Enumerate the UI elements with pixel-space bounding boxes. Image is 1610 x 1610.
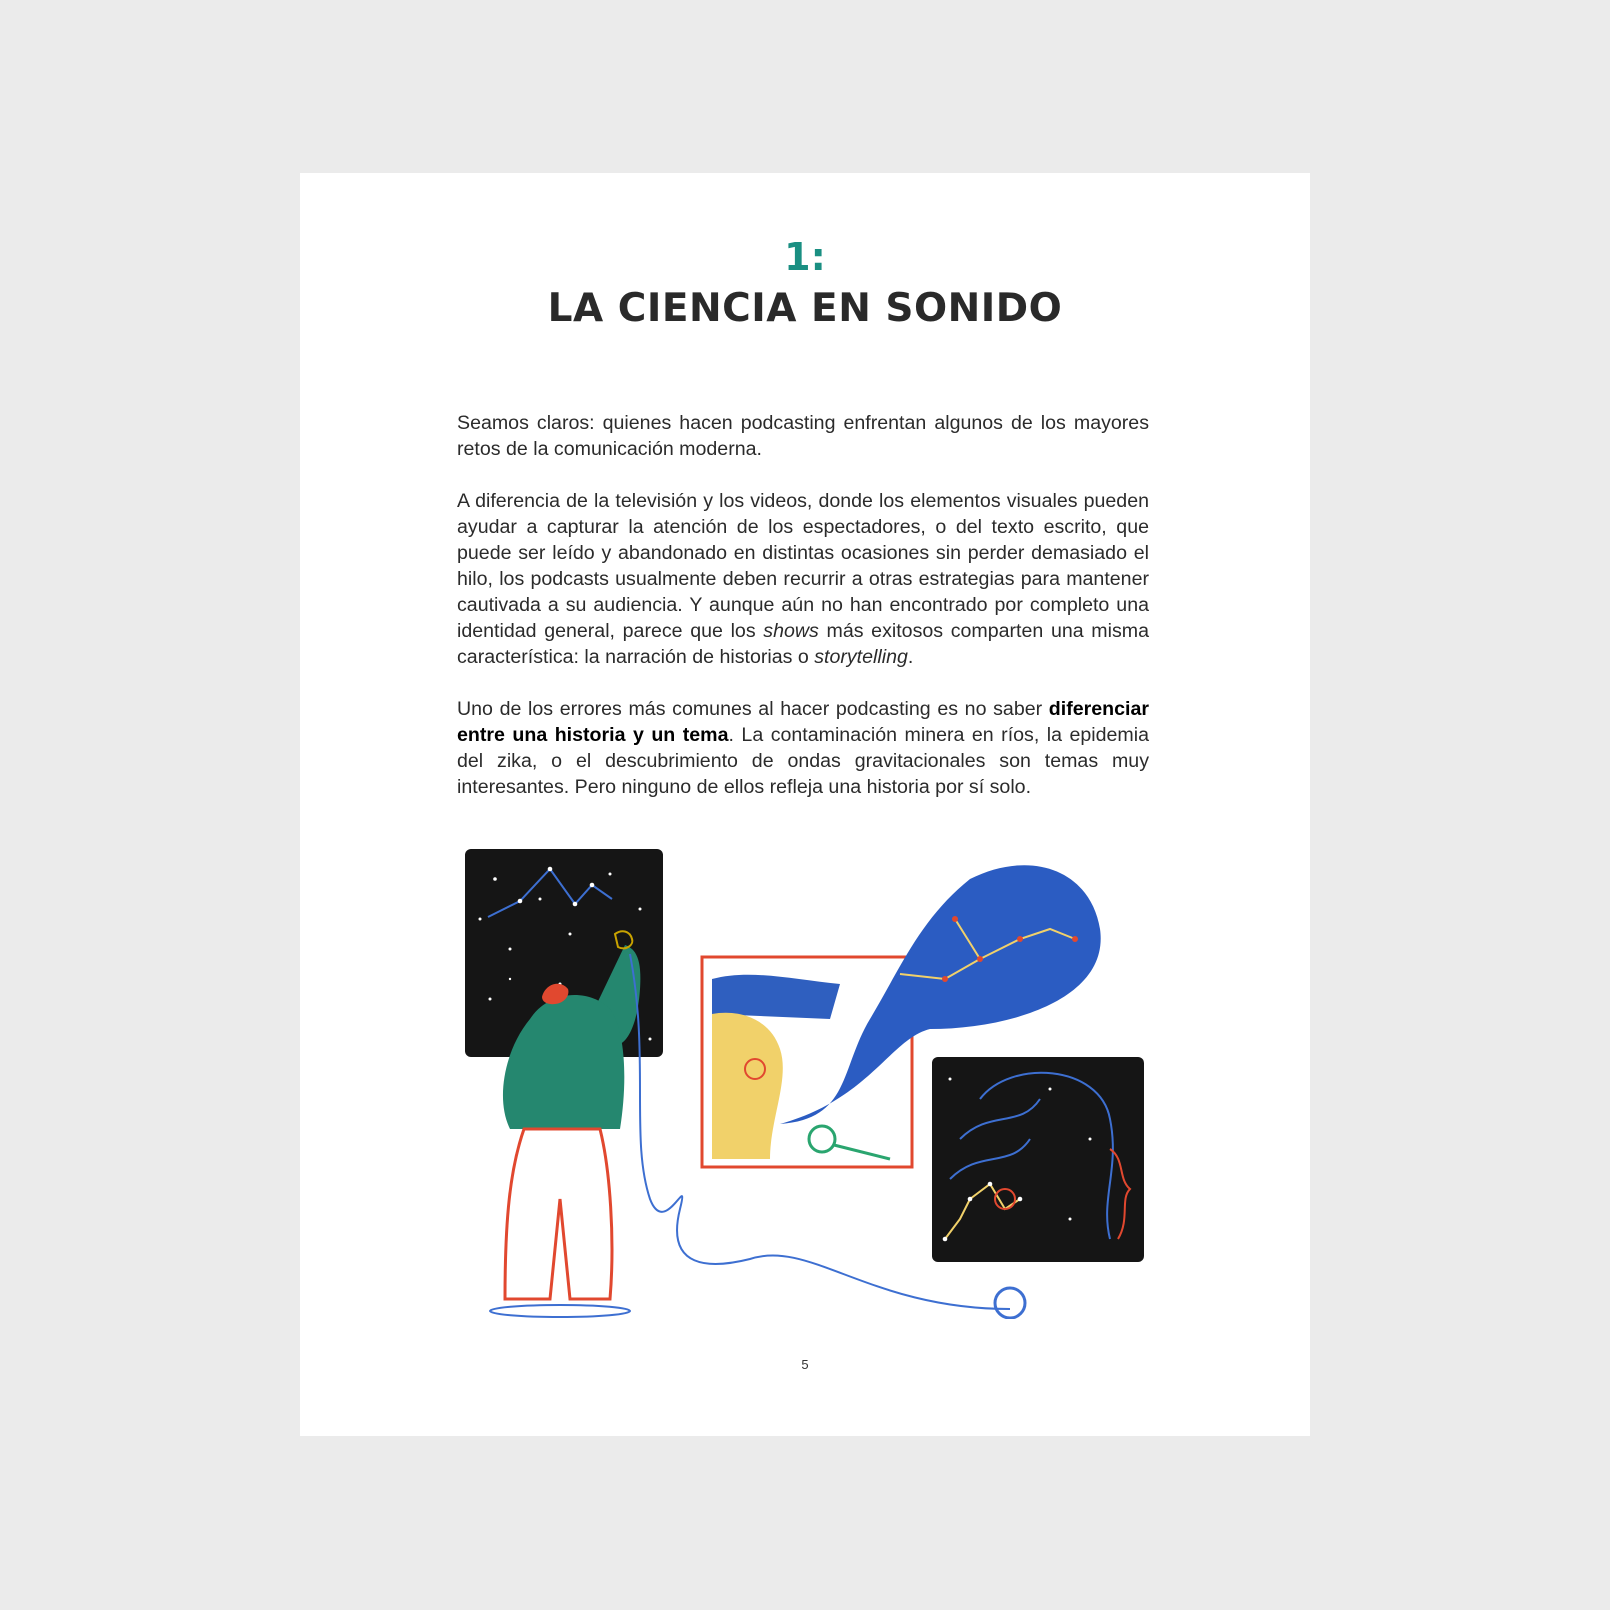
paragraph-3-text-a: Uno de los errores más comunes al hacer podcasting es no saber (457, 698, 1049, 720)
paragraph-1 (457, 410, 1149, 462)
book-page (300, 173, 1310, 1436)
paragraph-3 (457, 696, 1149, 800)
page-number: 5 (801, 1357, 809, 1372)
chapter-title: LA CIENCIA EN SONIDO (547, 286, 1063, 331)
paragraph-3-bold: diferenciar entre una historia y un tema (457, 698, 1149, 746)
paragraph-3-text-b: . La contaminación minera en ríos, la epidemia del zika, o el descubrimiento de ondas gravitacionales son temas muy interesantes. Pero ninguno de ellos refleja una historia por sí solo. (457, 724, 1150, 798)
paragraph-2-text-a: A diferencia de la televisión y los videos, donde los elementos visuales pueden ayudar a capturar la atención de los espectadores, o del texto escrito, que puede ser leído y abandonado en distintas ocasiones sin perder demasiado el hilo, los podcasts usualmente deben recurrir a otras estrategias para mantener cautivada a su audiencia. Y aunque aún no han encontrado por completo una identidad general, parece que los (457, 490, 1149, 642)
night-sky-panel-right (932, 1057, 1144, 1262)
paragraph-2-text-b: más exitosos comparten una misma característica: la narración de historias o (457, 620, 1149, 668)
paragraph-2-italic-shows: shows (763, 620, 819, 642)
paragraph-2-text-c: . (907, 646, 914, 668)
paragraph-2-italic-storytelling: storytelling (814, 646, 908, 668)
paragraph-2 (457, 488, 1149, 670)
paragraph-1-text: Seamos claros: quienes hacen podcasting enfrentan algunos de los mayores retos de la comunicación moderna. (457, 412, 1149, 460)
podcast-illustration (450, 839, 1150, 1319)
chapter-number: 1: (784, 235, 826, 279)
body-text (457, 410, 1149, 826)
